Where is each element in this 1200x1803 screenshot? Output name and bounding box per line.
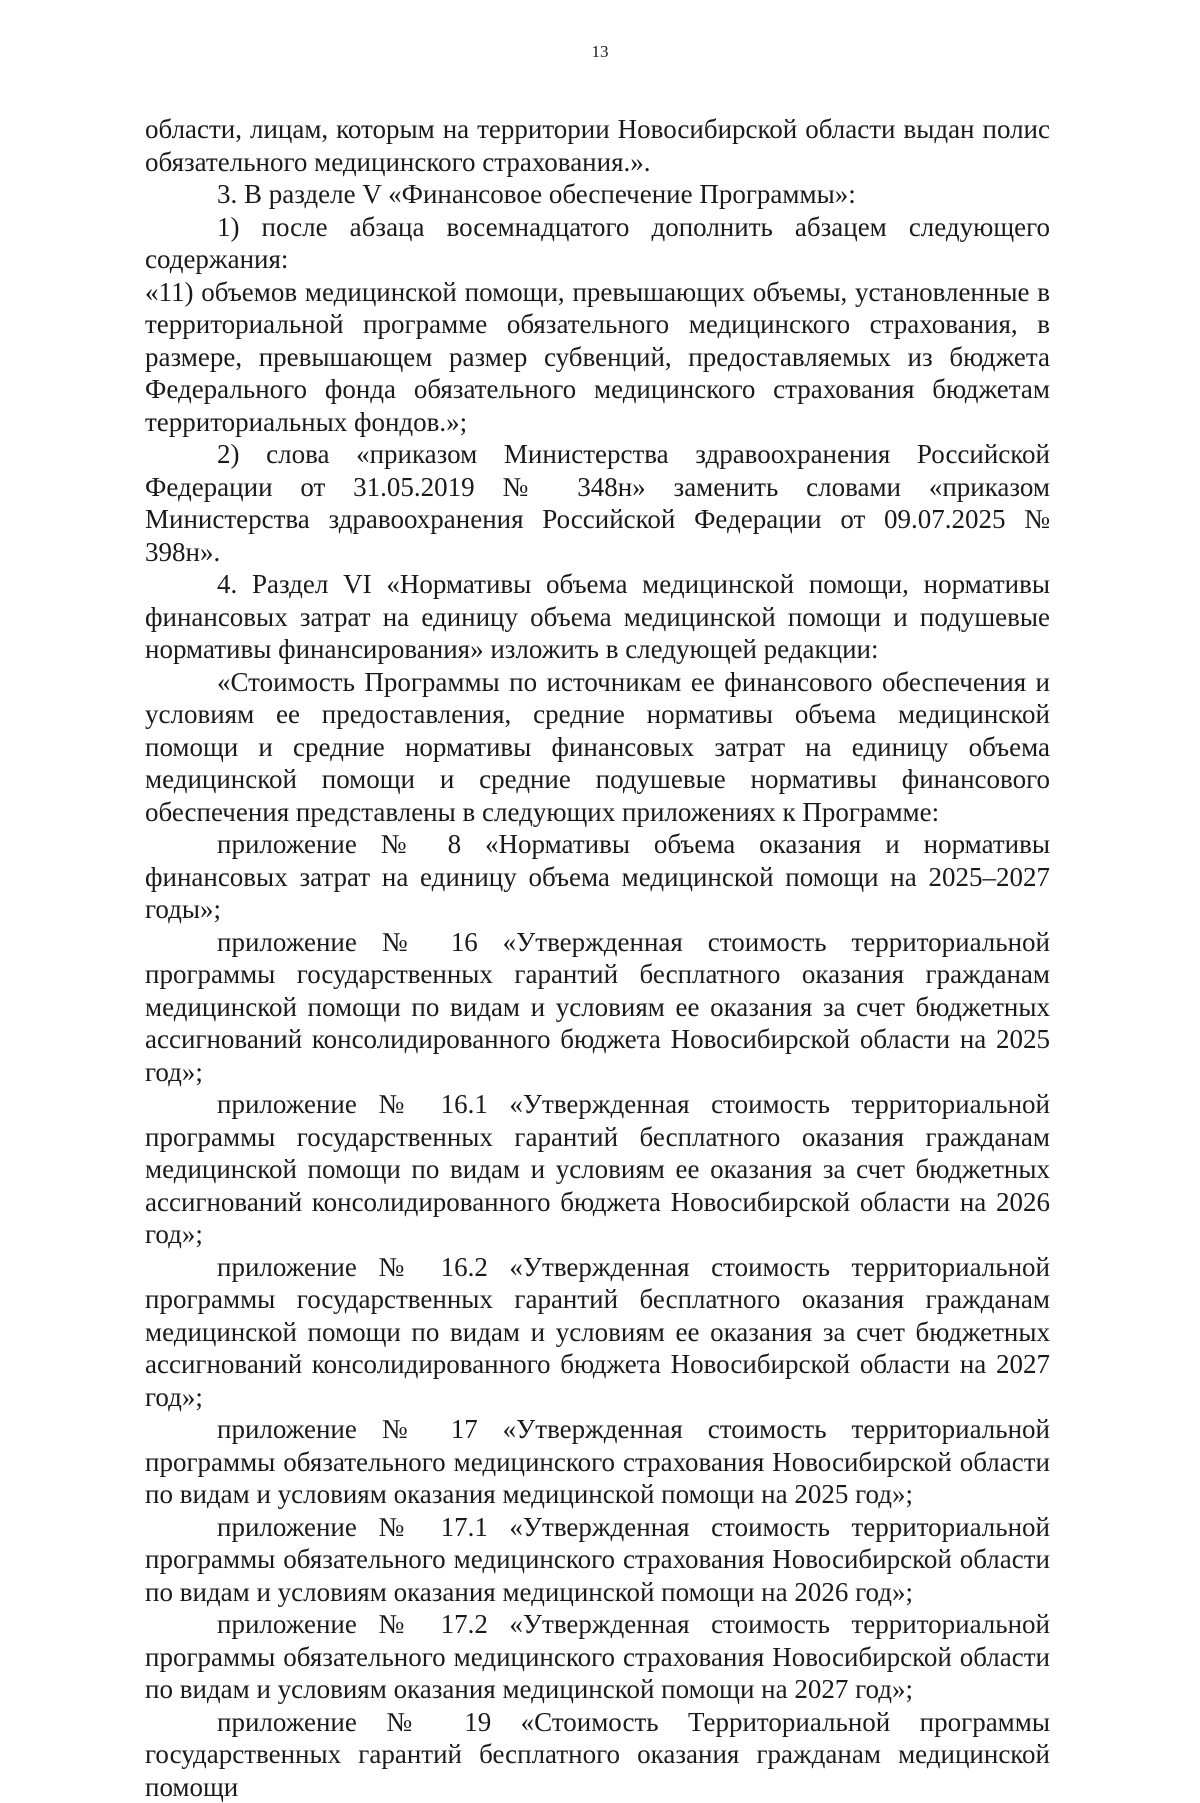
paragraph-continuation: области, лицам, которым на территории Новосибирской области выдан полис обязательного медицинского страхования.». bbox=[145, 113, 1050, 178]
paragraph-appendix-19: приложение № 19 «Стоимость Территориальной программы государственных гарантий бесплатного оказания гражданам медицинской помощи bbox=[145, 1706, 1050, 1803]
paragraph-item-2: 2) слова «приказом Министерства здравоохранения Российской Федерации от 31.05.2019 № 348н» заменить словами «приказом Министерства здравоохранения Российской Федерации от 09.07.2025 № 398н». bbox=[145, 438, 1050, 568]
paragraph-appendix-16: приложение № 16 «Утвержденная стоимость территориальной программы государственных гарантий бесплатного оказания гражданам медицинской помощи по видам и условиям ее оказания за счет бюджетных ассигнований консолидированного бюджета Новосибирской области на 2025 год»; bbox=[145, 926, 1050, 1089]
paragraph-section-3: 3. В разделе V «Финансовое обеспечение Программы»: bbox=[145, 178, 1050, 211]
paragraph-appendix-8: приложение № 8 «Нормативы объема оказания и нормативы финансовых затрат на единицу объема медицинской помощи на 2025–2027 годы»; bbox=[145, 828, 1050, 926]
paragraph-appendix-17: приложение № 17 «Утвержденная стоимость территориальной программы обязательного медицинского страхования Новосибирской области по видам и условиям оказания медицинской помощи на 2025 год»; bbox=[145, 1413, 1050, 1511]
paragraph-item-1: 1) после абзаца восемнадцатого дополнить абзацем следующего содержания: bbox=[145, 211, 1050, 276]
page-number: 13 bbox=[0, 42, 1200, 62]
paragraph-section-4: 4. Раздел VI «Нормативы объема медицинской помощи, нормативы финансовых затрат на единицу объема медицинской помощи и подушевые нормативы финансирования» изложить в следующей редакции: bbox=[145, 568, 1050, 666]
paragraph-appendix-16-1: приложение № 16.1 «Утвержденная стоимость территориальной программы государственных гарантий бесплатного оказания гражданам медицинской помощи по видам и условиям ее оказания за счет бюджетных ассигнований консолидированного бюджета Новосибирской области на 2026 год»; bbox=[145, 1088, 1050, 1251]
paragraph-appendix-17-2: приложение № 17.2 «Утвержденная стоимость территориальной программы обязательного медицинского страхования Новосибирской области по видам и условиям оказания медицинской помощи на 2027 год»; bbox=[145, 1608, 1050, 1706]
paragraph-appendix-16-2: приложение № 16.2 «Утвержденная стоимость территориальной программы государственных гарантий бесплатного оказания гражданам медицинской помощи по видам и условиям ее оказания за счет бюджетных ассигнований консолидированного бюджета Новосибирской области на 2027 год»; bbox=[145, 1251, 1050, 1414]
paragraph-program-cost: «Стоимость Программы по источникам ее финансового обеспечения и условиям ее предоставления, средние нормативы объема медицинской помощи и средние нормативы финансовых затрат на единицу объема медицинской помощи и средние подушевые нормативы финансового обеспечения представлены в следующих приложениях к Программе: bbox=[145, 666, 1050, 829]
document-body bbox=[145, 113, 1050, 1803]
paragraph-quoted-item-11: «11) объемов медицинской помощи, превышающих объемы, установленные в территориальной программе обязательного медицинского страхования, в размере, превышающем размер субвенций, предоставляемых из бюджета Федерального фонда обязательного медицинского страхования бюджетам территориальных фондов.»; bbox=[145, 276, 1050, 439]
paragraph-appendix-17-1: приложение № 17.1 «Утвержденная стоимость территориальной программы обязательного медицинского страхования Новосибирской области по видам и условиям оказания медицинской помощи на 2026 год»; bbox=[145, 1511, 1050, 1609]
